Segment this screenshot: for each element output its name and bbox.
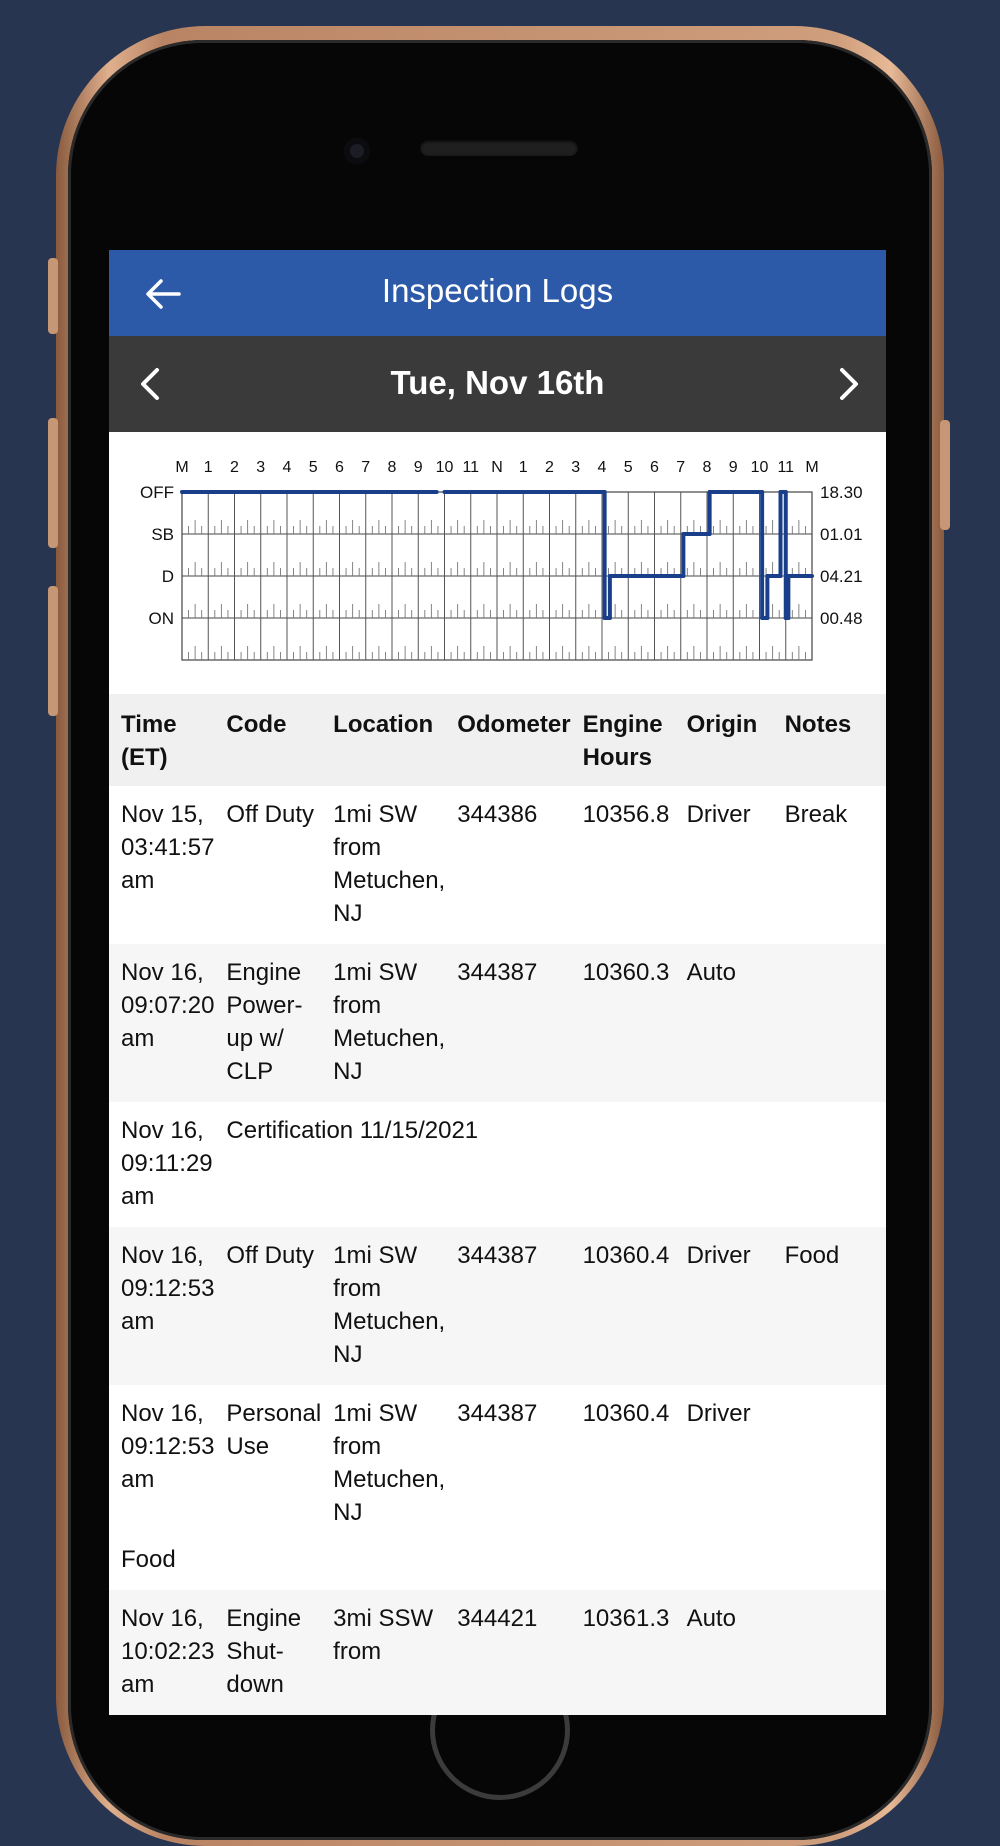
cell-engine-hours: 10360.4 bbox=[577, 1227, 681, 1385]
col-header-time: Time (ET) bbox=[109, 694, 220, 786]
hour-label: M bbox=[805, 459, 819, 476]
hour-label: 11 bbox=[462, 459, 480, 476]
cell-time: Nov 16, 10:02:23 am bbox=[109, 1590, 220, 1715]
cell-notes bbox=[779, 1590, 886, 1715]
front-camera bbox=[344, 138, 370, 164]
cell-time: Nov 16, 09:12:53 am bbox=[121, 1400, 215, 1493]
cell-notes: Food bbox=[779, 1227, 886, 1385]
hour-label: 4 bbox=[597, 459, 607, 476]
hour-label: 3 bbox=[256, 459, 266, 476]
table-row[interactable] bbox=[109, 944, 886, 1102]
hour-label: 9 bbox=[413, 459, 423, 476]
table-header-row bbox=[109, 694, 886, 786]
table-row-notes bbox=[109, 1543, 886, 1590]
hour-label: 3 bbox=[571, 459, 581, 476]
status-label: ON bbox=[148, 609, 174, 628]
current-date: Tue, Nov 16th bbox=[390, 364, 605, 401]
cell-code: Personal Use bbox=[226, 1400, 322, 1460]
status-total: 00.48 bbox=[820, 609, 863, 628]
cell-time: Nov 16, 09:07:20 am bbox=[109, 944, 220, 1102]
cell-notes bbox=[779, 944, 886, 1102]
status-label: OFF bbox=[140, 483, 174, 502]
hour-label: 8 bbox=[387, 459, 397, 476]
cell-code: Engine Power-up w/ CLP bbox=[220, 944, 327, 1102]
cell-engine-hours: 10360.3 bbox=[577, 944, 681, 1102]
hour-label: 1 bbox=[518, 459, 528, 476]
hour-label: 5 bbox=[308, 459, 318, 476]
status-total: 04.21 bbox=[820, 567, 863, 586]
cell-notes: Food bbox=[121, 1546, 176, 1573]
cell-location: 1mi SW from Metuchen, NJ bbox=[333, 801, 446, 927]
cell-code: Certification 11/15/2021 bbox=[226, 1117, 479, 1144]
volume-up-button bbox=[48, 418, 58, 548]
cell-location: 1mi SW from Metuchen, NJ bbox=[327, 944, 451, 1102]
cell-time: Nov 15, 03:41:57 am bbox=[121, 801, 215, 894]
cell-code: Off Duty bbox=[226, 801, 315, 828]
app-screen bbox=[109, 250, 886, 1698]
cell-origin: Driver bbox=[681, 1227, 779, 1385]
cell-odometer: 344387 bbox=[457, 1400, 538, 1427]
cell-time: Nov 16, 09:11:29 am bbox=[121, 1117, 213, 1210]
hour-label: N bbox=[491, 459, 503, 476]
col-header-engine-hours: Engine Hours bbox=[577, 694, 681, 786]
hour-label: M bbox=[175, 459, 189, 476]
col-header-code: Code bbox=[220, 694, 327, 786]
status-total: 18.30 bbox=[820, 483, 863, 502]
hour-label: 4 bbox=[282, 459, 292, 476]
cell-engine-hours: 10360.4 bbox=[582, 1400, 670, 1427]
earpiece-speaker bbox=[420, 140, 578, 156]
hour-label: 8 bbox=[702, 459, 712, 476]
hour-label: 7 bbox=[361, 459, 371, 476]
date-navigator bbox=[109, 336, 886, 432]
app-header bbox=[109, 250, 886, 336]
hour-label: 9 bbox=[728, 459, 738, 476]
cell-location: 1mi SW from Metuchen, NJ bbox=[333, 1400, 446, 1526]
hour-label: 1 bbox=[203, 459, 213, 476]
table-row[interactable] bbox=[109, 1227, 886, 1385]
hour-label: 7 bbox=[676, 459, 686, 476]
table-row[interactable] bbox=[109, 1102, 886, 1227]
hour-label: 5 bbox=[623, 459, 633, 476]
hour-label: 2 bbox=[545, 459, 554, 476]
table-row[interactable] bbox=[109, 786, 886, 944]
chevron-right-icon[interactable] bbox=[834, 364, 864, 404]
cell-origin: Auto bbox=[681, 1590, 779, 1715]
status-total: 01.01 bbox=[820, 525, 863, 544]
power-button bbox=[940, 420, 950, 530]
cell-origin: Auto bbox=[681, 944, 779, 1102]
cell-odometer: 344421 bbox=[451, 1590, 576, 1715]
duty-status-graph bbox=[109, 432, 886, 694]
cell-location: 1mi SW from Metuchen, NJ bbox=[327, 1227, 451, 1385]
cell-time: Nov 16, 09:12:53 am bbox=[109, 1227, 220, 1385]
cell-notes: Break bbox=[784, 801, 848, 828]
cell-odometer: 344387 bbox=[451, 944, 576, 1102]
hos-log-chart bbox=[109, 432, 886, 694]
col-header-origin: Origin bbox=[681, 694, 779, 786]
event-log-table bbox=[109, 694, 886, 1715]
hour-label: 10 bbox=[435, 459, 454, 476]
table-row[interactable] bbox=[109, 1385, 886, 1543]
cell-location: 3mi SSW from bbox=[327, 1590, 451, 1715]
status-label: D bbox=[161, 567, 174, 586]
cell-odometer: 344387 bbox=[451, 1227, 576, 1385]
cell-notes-empty bbox=[779, 1385, 886, 1543]
cell-code: Engine Shut-down bbox=[220, 1590, 327, 1715]
cell-odometer: 344386 bbox=[457, 801, 538, 828]
hour-label: 6 bbox=[335, 459, 344, 476]
cell-engine-hours: 10361.3 bbox=[577, 1590, 681, 1715]
cell-origin: Driver bbox=[686, 801, 751, 828]
col-header-odometer: Odometer bbox=[451, 694, 576, 786]
volume-down-button bbox=[48, 586, 58, 716]
mute-switch bbox=[48, 258, 58, 334]
table-row[interactable] bbox=[109, 1590, 886, 1715]
col-header-notes: Notes bbox=[779, 694, 886, 786]
hour-label: 10 bbox=[750, 459, 769, 476]
cell-origin: Driver bbox=[686, 1400, 751, 1427]
cell-code: Off Duty bbox=[220, 1227, 327, 1385]
hour-label: 6 bbox=[650, 459, 659, 476]
col-header-location: Location bbox=[327, 694, 451, 786]
status-label: SB bbox=[151, 525, 174, 544]
hour-label: 2 bbox=[230, 459, 239, 476]
hour-label: 11 bbox=[777, 459, 795, 476]
cell-engine-hours: 10356.8 bbox=[582, 801, 670, 828]
page-title: Inspection Logs bbox=[381, 272, 614, 309]
